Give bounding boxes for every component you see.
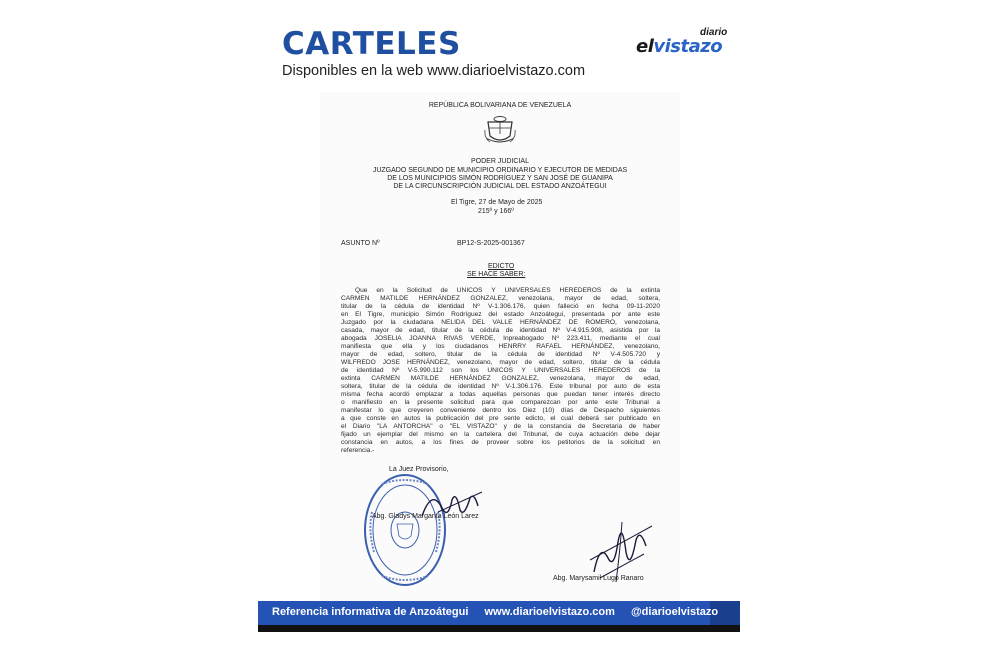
court-line-3: DE LA CIRCUNSCRIPCIÓN JUDICIAL DEL ESTADO ANZOÁTEGUI <box>393 183 607 190</box>
document-date: El Tigre, 27 de Mayo de 2025 <box>451 199 543 206</box>
body-line: referencia.- <box>341 447 375 454</box>
logo-part2: vistazo <box>653 36 723 57</box>
footer-bar <box>258 601 740 625</box>
body-line: el Diario "LA ANTORCHA" o "EL VISTAZO" y de la constancia de Secretaria de haber <box>341 423 660 430</box>
body-line: fijado un ejemplar del mismo en la cartelera del Tribunal, de cuya actuación debe dejar <box>341 431 660 438</box>
body-line: en El Tigre, municipio Simón Rodríguez del estado Anzoátegui, presentada por ante este <box>341 311 660 318</box>
edict-heading: EDICTO <box>488 263 515 270</box>
body-line: abogada JOSELIA JOANNA RIVAS VERDE, Inpreabogado Nº 223.411, mediante el cual <box>341 335 660 342</box>
document-years: 215º y 166º <box>478 208 514 215</box>
body-line: o manifiesto en la presente solicitud para que comparezcan por ante este Tribunal a <box>341 399 660 406</box>
body-line: WILFREDO JOSE HERNÁNDEZ, venezolano, mayor de edad, soltero, titular de la cédula <box>341 359 660 366</box>
body-line: a que conste en autos la publicación del pre sente edicto, el cual deberá ser publicado en <box>341 415 660 422</box>
page-title: CARTELES <box>282 26 461 62</box>
body-line: casada, mayor de edad, titular de la cédula de identidad Nº V-4.915.908, asistida por la <box>341 327 660 334</box>
body-line: manifiesta que ella y los ciudadanos HENRRY RAFAEL HERNÁNDEZ, venezolano, <box>341 343 660 350</box>
footer-handle[interactable]: @diarioelvistazo <box>630 606 719 618</box>
body-line: extinta CARMEN MATILDE HERNÁNDEZ GONZALEZ, venezolana, mayor de edad, <box>341 375 660 382</box>
body-line: de identidad Nº V-5.990.112 son los UNICOS Y UNIVERSALES HEREDEROS de la <box>341 367 660 374</box>
footer-reference: Referencia informativa de Anzoátegui <box>272 606 469 618</box>
court-line-1: JUZGADO SEGUNDO DE MUNICIPIO ORDINARIO Y EJECUTOR DE MEDIDAS <box>372 167 628 174</box>
body-line: soltera, titular de la cédula de identidad Nº V-1.306.176. Este tribunal por auto de esta <box>341 383 660 390</box>
power-heading: PODER JUDICIAL <box>471 158 529 165</box>
republic-heading: REPÚBLICA BOLIVARIANA DE VENEZUELA <box>428 102 572 109</box>
footer-base <box>258 625 740 632</box>
announcement-heading: SE HACE SABER: <box>467 271 526 278</box>
court-line-2: DE LOS MUNICIPIOS SIMÓN RODRÍGUEZ Y SAN JOSÉ DE GUANIPA <box>387 175 613 182</box>
coat-of-arms-icon <box>484 116 516 146</box>
body-line: Que en la Solicitud de UNICOS Y UNIVERSALES HEREDEROS de la extinta <box>355 287 660 294</box>
judge-name: Abg. Gladys Margarita León Larez <box>372 513 479 520</box>
body-line: CARMEN MATILDE HERNÁNDEZ GONZALEZ, venezolana, mayor de edad, soltera, <box>341 295 660 302</box>
body-line: titular de la cédula de identidad Nº V-1.306.176, quien falleció en fecha 09-11-2020 <box>341 303 660 310</box>
logo-prefix: diario <box>700 27 728 38</box>
body-line: Juzgado por la ciudadana NELIDA DEL VALLE HERNÁNDEZ DE ROMERO, venezolana, <box>341 319 660 326</box>
subject-label: ASUNTO Nº <box>341 240 380 247</box>
body-line: constancia en autos, a los fines de proveer sobre los petitorios de la solicitud en <box>341 439 660 446</box>
body-line: mayor de edad, soltero, titular de la cédula de identidad Nº V-4.505.720 y <box>341 351 660 358</box>
body-line: manifestar lo que creyeren conveniente dentro los Diez (10) días de Despacho siguientes <box>341 407 660 414</box>
page-subtitle: Disponibles en la web www.diarioelvistazo.com <box>282 63 586 79</box>
elvistazo-logo <box>636 27 728 57</box>
footer-website[interactable]: www.diarioelvistazo.com <box>484 606 615 618</box>
judge-title: La Juez Provisorio, <box>389 466 449 473</box>
secretary-name: Abg. Marysamil Lugo Ranaro <box>553 575 644 582</box>
body-line: misma fecha acordó emplazar a todas aquellas personas que puedan tener interés directo <box>341 391 660 398</box>
logo-part1: el <box>636 36 654 57</box>
subject-value: BP12-S-2025-001367 <box>457 240 525 247</box>
